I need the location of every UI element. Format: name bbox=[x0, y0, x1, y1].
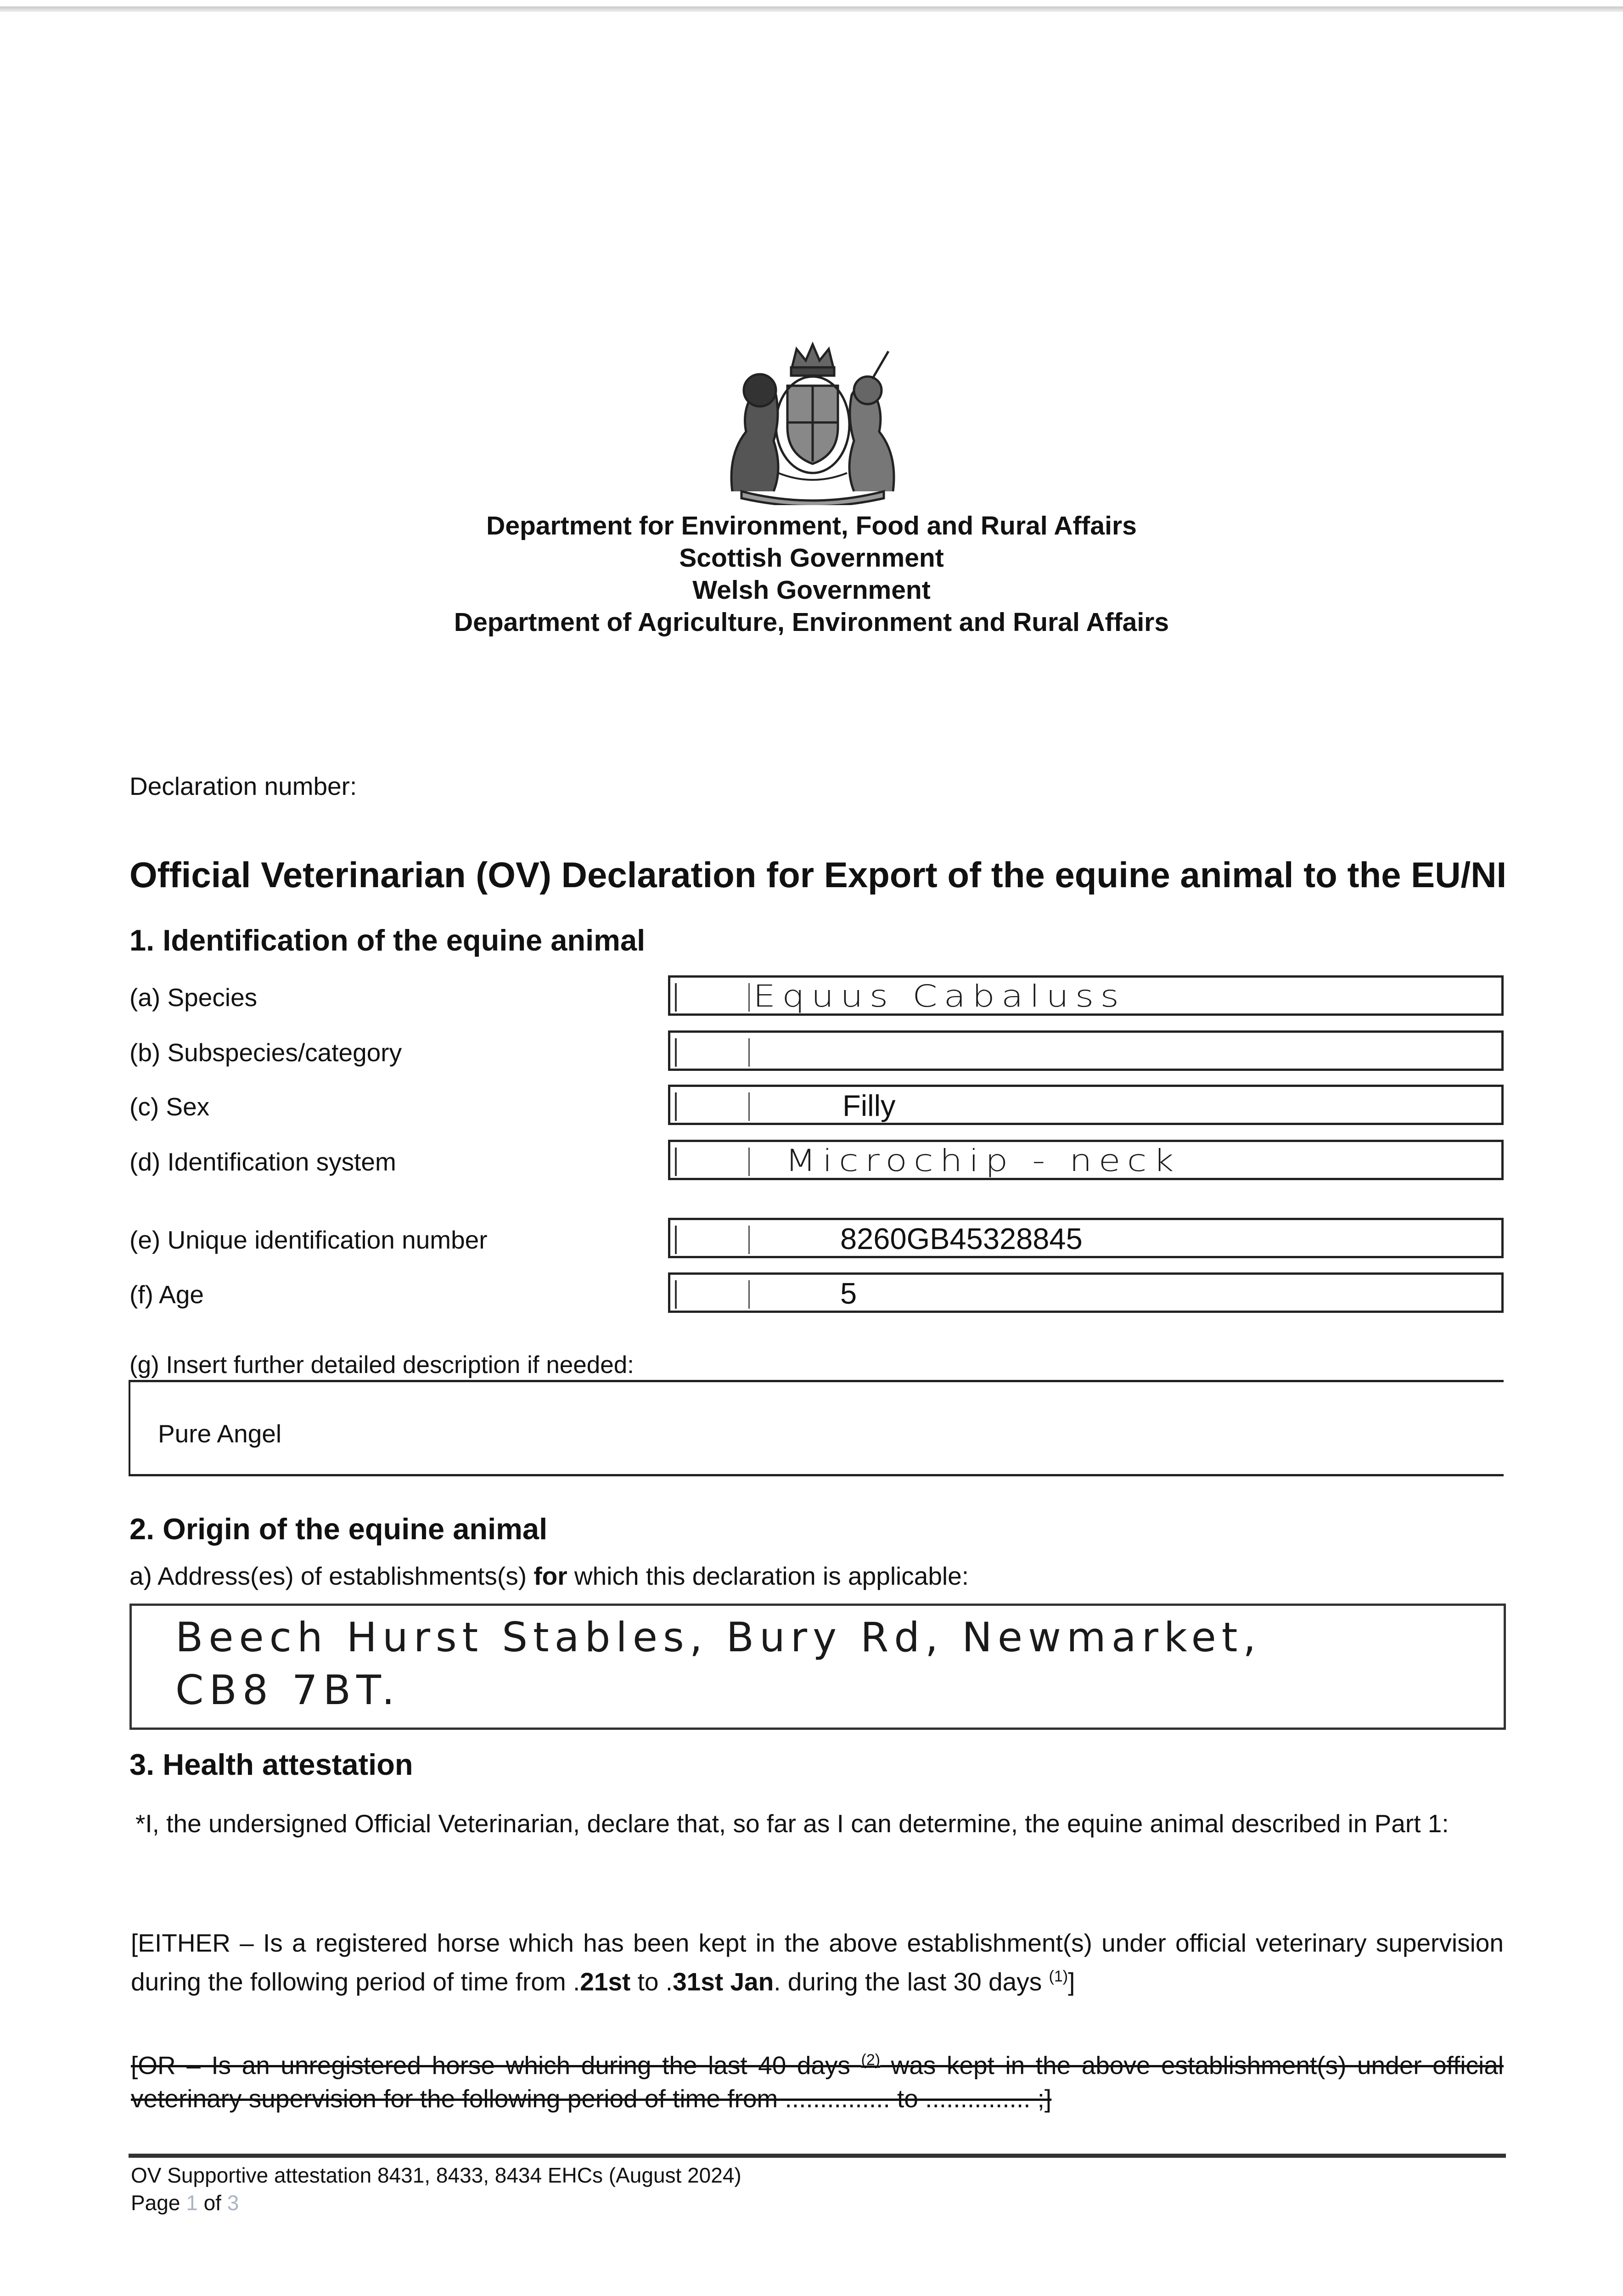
agency-defra: Department for Environment, Food and Rural Affairs bbox=[486, 511, 1137, 540]
sex-label: (c) Sex bbox=[129, 1092, 210, 1121]
or-clause-struck: [OR – Is an unregistered horse which during the last 40 days $^{(2)}$ was kept in the above establishment(s) under official veterinary supervision for the following period of time from ............... to ............... ;] bbox=[131, 2051, 1504, 2113]
field-divider bbox=[748, 1280, 750, 1309]
page-number: Page 1 of 3 bbox=[131, 2191, 239, 2215]
age-field[interactable] bbox=[668, 1272, 1504, 1313]
declaration-number-label: Declaration number: bbox=[129, 772, 357, 800]
field-divider bbox=[748, 1038, 750, 1067]
age-label: (f) Age bbox=[129, 1280, 204, 1309]
address-field[interactable] bbox=[129, 1604, 1506, 1730]
royal-crest-logo bbox=[714, 340, 911, 505]
age-value: 5 bbox=[840, 1277, 857, 1310]
species-label: (a) Species bbox=[129, 983, 258, 1012]
field-divider bbox=[748, 983, 750, 1012]
either-clause: [EITHER – Is a registered horse which has been kept in the above establishment(s) under official veterinary supervision during the following period of time from .21st to .31st Jan. during the last 30 days $^{(1)}$] bbox=[131, 1929, 1504, 1996]
attestation-intro: *I, the undersigned Official Veterinarian, declare that, so far as I can determine, the equine animal described in Part 1: bbox=[135, 1809, 1449, 1838]
subspecies-field[interactable] bbox=[668, 1030, 1504, 1071]
identification-system-field[interactable] bbox=[668, 1140, 1504, 1180]
unique-id-value: 8260GB45328845 bbox=[840, 1222, 1083, 1255]
species-field[interactable] bbox=[668, 975, 1504, 1016]
identification-system-label: (d) Identification system bbox=[129, 1148, 396, 1176]
field-divider bbox=[675, 1148, 677, 1176]
field-divider bbox=[675, 1226, 677, 1254]
further-description-field[interactable] bbox=[129, 1380, 1504, 1476]
agency-daera: Department of Agriculture, Environment and Rural Affairs bbox=[454, 608, 1169, 637]
scan-edge bbox=[0, 6, 1623, 12]
further-description-value: Pure Angel bbox=[158, 1419, 282, 1448]
field-divider bbox=[675, 983, 677, 1012]
section3-heading: 3. Health attestation bbox=[129, 1748, 413, 1781]
agency-welsh-government: Welsh Government bbox=[692, 575, 931, 605]
page-title: Official Veterinarian (OV) Declaration for Export of the equine animal to the EU/NI bbox=[129, 855, 1507, 895]
field-divider bbox=[675, 1038, 677, 1067]
unique-id-field[interactable] bbox=[668, 1218, 1504, 1258]
field-divider bbox=[748, 1092, 750, 1121]
field-divider bbox=[675, 1092, 677, 1121]
address-label: a) Address(es) of establishments(s) for which this declaration is applicable: bbox=[129, 1562, 969, 1590]
agency-scottish-government: Scottish Government bbox=[679, 543, 944, 573]
identification-system-value: Microchip - neck bbox=[785, 1143, 1180, 1178]
section1-heading: 1. Identification of the equine animal bbox=[129, 923, 646, 957]
further-description-label: (g) Insert further detailed description if needed: bbox=[129, 1351, 634, 1379]
unique-id-label: (e) Unique identification number bbox=[129, 1226, 488, 1254]
address-line-1: Beech Hurst Stables, Bury Rd, Newmarket, bbox=[175, 1614, 1262, 1661]
field-divider bbox=[748, 1226, 750, 1254]
footer-rule bbox=[129, 2154, 1506, 2158]
species-value: Equus Cabaluss bbox=[753, 979, 1126, 1014]
field-divider bbox=[748, 1148, 750, 1176]
footer-attestation-ref: OV Supportive attestation 8431, 8433, 8434 EHCs (August 2024) bbox=[131, 2163, 741, 2187]
subspecies-label: (b) Subspecies/category bbox=[129, 1038, 402, 1067]
sex-value: Filly bbox=[842, 1089, 896, 1122]
sex-field[interactable] bbox=[668, 1085, 1504, 1125]
address-line-2: CB8 7BT. bbox=[175, 1666, 400, 1714]
section2-heading: 2. Origin of the equine animal bbox=[129, 1512, 548, 1546]
field-divider bbox=[675, 1280, 677, 1309]
